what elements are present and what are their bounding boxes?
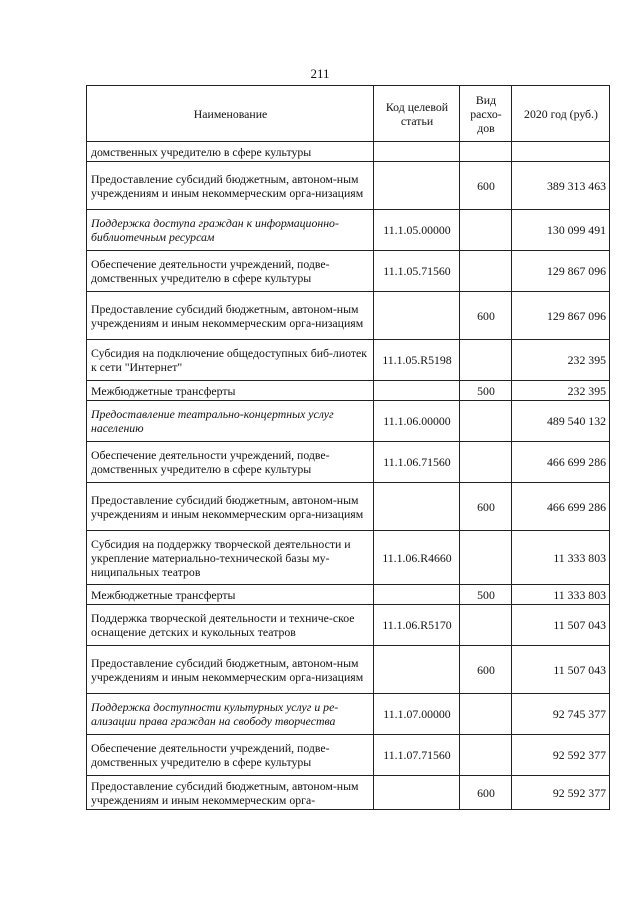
row-name-cell: Поддержка доступности культурных услуг и ре-ализации права граждан на свободу творчества <box>87 694 374 735</box>
header-name: Наименование <box>87 86 374 142</box>
row-code-cell <box>374 381 460 401</box>
row-name-cell: Предоставление субсидий бюджетным, автоном-ным учреждениям и иным некоммерческим орга- <box>87 776 374 810</box>
table-row <box>87 292 610 340</box>
row-code-cell: 11.1.05.71560 <box>374 251 460 292</box>
row-name-cell: Предоставление субсидий бюджетным, автоном-ным учреждениям и иным некоммерческим орга-низациям <box>87 292 374 340</box>
table-row <box>87 401 610 442</box>
row-amount-cell: 232 395 <box>512 381 610 401</box>
row-type-cell: 500 <box>460 585 512 605</box>
header-type: Вид расхо-дов <box>460 86 512 142</box>
row-type-cell <box>460 340 512 381</box>
row-code-cell <box>374 162 460 210</box>
row-name-cell: Предоставление субсидий бюджетным, автоном-ным учреждениям и иным некоммерческим орга-низациям <box>87 646 374 694</box>
row-name-cell: Обеспечение деятельности учреждений, подве-домственных учредителю в сфере культуры <box>87 251 374 292</box>
budget-table <box>86 85 610 810</box>
table-row <box>87 442 610 483</box>
row-amount-cell: 389 313 463 <box>512 162 610 210</box>
row-type-cell: 500 <box>460 381 512 401</box>
row-amount-cell: 130 099 491 <box>512 210 610 251</box>
row-type-cell <box>460 442 512 483</box>
row-code-cell <box>374 776 460 810</box>
row-name-cell: Обеспечение деятельности учреждений, подве-домственных учредителю в сфере культуры <box>87 442 374 483</box>
row-amount-cell: 92 592 377 <box>512 735 610 776</box>
table-row <box>87 585 610 605</box>
row-name-cell: Предоставление субсидий бюджетным, автоном-ным учреждениям и иным некоммерческим орга-низациям <box>87 162 374 210</box>
table-row <box>87 162 610 210</box>
table-row <box>87 483 610 531</box>
row-amount-cell: 466 699 286 <box>512 483 610 531</box>
row-type-cell <box>460 142 512 162</box>
row-name-cell: Субсидия на подключение общедоступных биб-лиотек к сети "Интернет" <box>87 340 374 381</box>
row-amount-cell: 92 745 377 <box>512 694 610 735</box>
row-name-cell: Поддержка доступа граждан к информационно-библиотечным ресурсам <box>87 210 374 251</box>
row-name-cell: Предоставление субсидий бюджетным, автоном-ным учреждениям и иным некоммерческим орга-низациям <box>87 483 374 531</box>
row-type-cell: 600 <box>460 646 512 694</box>
table-row <box>87 694 610 735</box>
table-row <box>87 381 610 401</box>
page-number: 211 <box>310 66 330 81</box>
row-type-cell: 600 <box>460 483 512 531</box>
row-amount-cell: 11 333 803 <box>512 585 610 605</box>
row-type-cell: 600 <box>460 292 512 340</box>
table-row <box>87 142 610 162</box>
row-type-cell <box>460 735 512 776</box>
row-code-cell <box>374 646 460 694</box>
table-row <box>87 251 610 292</box>
row-code-cell: 11.1.06.00000 <box>374 401 460 442</box>
row-amount-cell: 92 592 377 <box>512 776 610 810</box>
row-name-cell: Межбюджетные трансферты <box>87 585 374 605</box>
row-code-cell: 11.1.05.R5198 <box>374 340 460 381</box>
row-name-cell: Предоставление театрально-концертных услуг населению <box>87 401 374 442</box>
row-code-cell: 11.1.06.R4660 <box>374 531 460 585</box>
row-name-cell: Межбюджетные трансферты <box>87 381 374 401</box>
row-amount-cell <box>512 142 610 162</box>
row-amount-cell: 232 395 <box>512 340 610 381</box>
row-code-cell <box>374 483 460 531</box>
row-amount-cell: 11 507 043 <box>512 605 610 646</box>
table-body <box>87 142 610 810</box>
row-type-cell: 600 <box>460 776 512 810</box>
header-code: Код целевой статьи <box>374 86 460 142</box>
row-amount-cell: 129 867 096 <box>512 292 610 340</box>
row-code-cell: 11.1.05.00000 <box>374 210 460 251</box>
table-row <box>87 605 610 646</box>
table-row <box>87 340 610 381</box>
row-name-cell: домственных учредителю в сфере культуры <box>87 142 374 162</box>
row-name-cell: Субсидия на поддержку творческой деятельности и укрепление материально-технической базы му-ниципальных театров <box>87 531 374 585</box>
row-code-cell: 11.1.06.R5170 <box>374 605 460 646</box>
row-amount-cell: 129 867 096 <box>512 251 610 292</box>
table-row <box>87 646 610 694</box>
row-name-cell: Обеспечение деятельности учреждений, подве-домственных учредителю в сфере культуры <box>87 735 374 776</box>
row-amount-cell: 11 333 803 <box>512 531 610 585</box>
row-amount-cell: 11 507 043 <box>512 646 610 694</box>
row-name-cell: Поддержка творческой деятельности и техниче-ское оснащение детских и кукольных театров <box>87 605 374 646</box>
header-amount: 2020 год (руб.) <box>512 86 610 142</box>
table-row <box>87 531 610 585</box>
row-amount-cell: 466 699 286 <box>512 442 610 483</box>
table-row <box>87 776 610 810</box>
table-header <box>87 86 610 142</box>
row-type-cell <box>460 605 512 646</box>
row-code-cell: 11.1.06.71560 <box>374 442 460 483</box>
row-code-cell <box>374 292 460 340</box>
row-amount-cell: 489 540 132 <box>512 401 610 442</box>
row-type-cell <box>460 694 512 735</box>
row-type-cell: 600 <box>460 162 512 210</box>
row-code-cell: 11.1.07.71560 <box>374 735 460 776</box>
row-code-cell <box>374 585 460 605</box>
row-type-cell <box>460 401 512 442</box>
row-code-cell: 11.1.07.00000 <box>374 694 460 735</box>
table-row <box>87 210 610 251</box>
table-row <box>87 735 610 776</box>
row-type-cell <box>460 210 512 251</box>
row-type-cell <box>460 531 512 585</box>
row-type-cell <box>460 251 512 292</box>
row-code-cell <box>374 142 460 162</box>
